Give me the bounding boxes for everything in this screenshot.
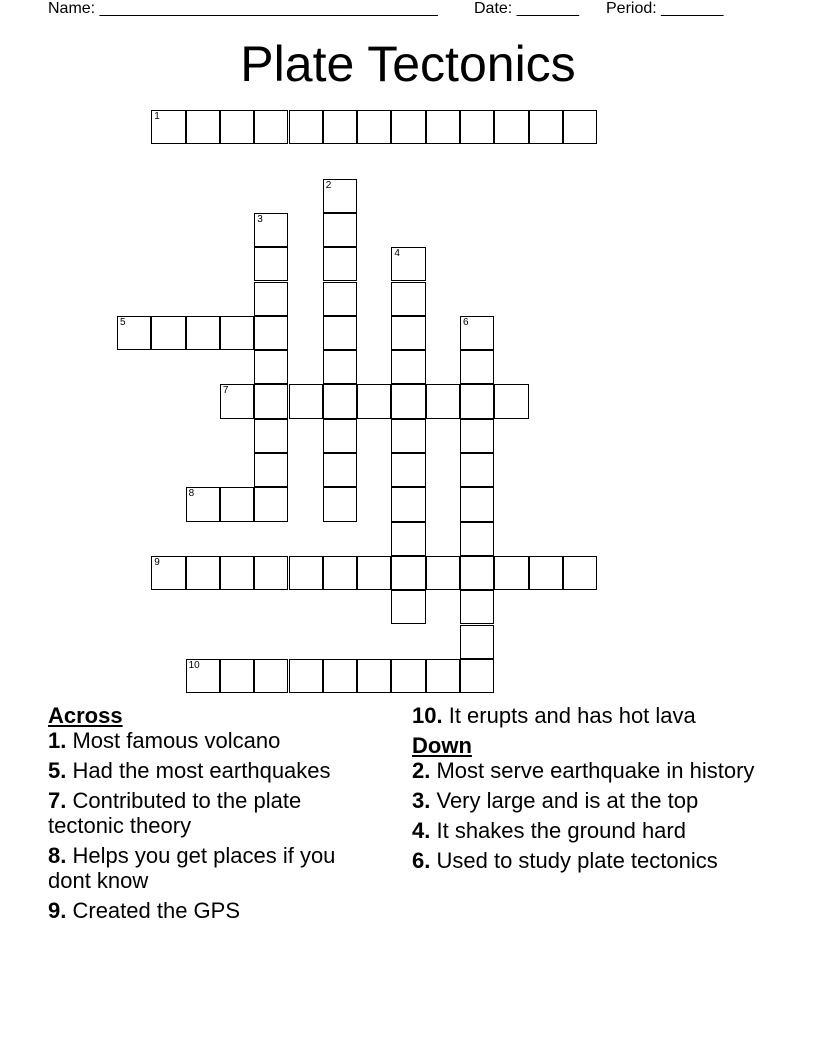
grid-cell[interactable]	[323, 487, 357, 521]
cell-number: 5	[120, 316, 126, 328]
clues-column-left	[48, 703, 368, 928]
header-line	[48, 0, 788, 20]
cell-number: 8	[188, 488, 195, 500]
grid-cell[interactable]	[391, 590, 425, 624]
grid-cell[interactable]	[494, 110, 528, 144]
grid-cell[interactable]	[186, 556, 220, 590]
grid-cell[interactable]	[391, 350, 425, 384]
grid-cell[interactable]	[289, 556, 323, 590]
grid-cell[interactable]	[323, 350, 357, 384]
grid-cell[interactable]	[529, 556, 563, 590]
grid-cell[interactable]	[460, 556, 494, 590]
grid-cell[interactable]	[391, 453, 425, 487]
grid-cell[interactable]	[186, 659, 220, 693]
grid-cell[interactable]	[460, 625, 494, 659]
grid-cell[interactable]	[220, 316, 254, 350]
grid-cell[interactable]	[460, 453, 494, 487]
grid-cell[interactable]	[460, 419, 494, 453]
grid-cell[interactable]	[391, 487, 425, 521]
grid-cell[interactable]	[391, 110, 425, 144]
grid-cell[interactable]	[254, 247, 288, 281]
period-field-label[interactable]: Period: _______	[606, 0, 724, 17]
grid-cell[interactable]	[460, 659, 494, 693]
grid-cell[interactable]	[323, 247, 357, 281]
grid-cell[interactable]	[391, 556, 425, 590]
grid-cell[interactable]	[494, 556, 528, 590]
grid-cell[interactable]	[391, 419, 425, 453]
across-clue-1: 1. Most famous volcano	[48, 728, 281, 753]
down-clue-2: 2. Most serve earthquake in history	[412, 758, 755, 783]
grid-cell[interactable]	[494, 384, 528, 418]
across-clue-7: 7. Contributed to the plate tectonic theory	[48, 788, 302, 838]
down-heading: Down	[412, 733, 472, 758]
grid-cell[interactable]	[563, 110, 597, 144]
down-clue-3: 3. Very large and is at the top	[412, 788, 699, 813]
grid-cell[interactable]	[426, 659, 460, 693]
grid-cell[interactable]	[426, 110, 460, 144]
across-clue-10: 10. It erupts and has hot lava	[412, 703, 696, 728]
grid-cell[interactable]	[391, 247, 425, 281]
grid-cell[interactable]	[460, 522, 494, 556]
grid-cell[interactable]	[220, 487, 254, 521]
grid-cell[interactable]	[529, 110, 563, 144]
grid-cell[interactable]	[186, 487, 220, 521]
grid-cell[interactable]	[254, 110, 288, 144]
grid-cell[interactable]	[117, 316, 151, 350]
down-clue-4: 4. It shakes the ground hard	[412, 818, 686, 843]
grid-cell[interactable]	[151, 556, 185, 590]
grid-cell[interactable]	[460, 384, 494, 418]
cell-number: 4	[394, 248, 400, 260]
across-clue-8: 8. Helps you get places if you dont know	[48, 843, 336, 893]
grid-cell[interactable]	[323, 213, 357, 247]
clues-column-right	[412, 703, 772, 878]
cell-number: 9	[154, 556, 160, 568]
grid-cell[interactable]	[323, 556, 357, 590]
grid-cell[interactable]	[460, 590, 494, 624]
date-field-label[interactable]: Date: _______	[474, 0, 579, 17]
grid-cell[interactable]	[323, 110, 357, 144]
grid-cell[interactable]	[460, 350, 494, 384]
grid-cell[interactable]	[460, 316, 494, 350]
grid-cell[interactable]	[391, 522, 425, 556]
grid-cell[interactable]	[254, 350, 288, 384]
grid-cell[interactable]	[254, 419, 288, 453]
grid-cell[interactable]	[220, 556, 254, 590]
grid-cell[interactable]	[220, 384, 254, 418]
grid-cell[interactable]	[357, 556, 391, 590]
grid-cell[interactable]	[254, 282, 288, 316]
cell-number: 3	[257, 213, 263, 225]
grid-cell[interactable]	[563, 556, 597, 590]
grid-cell[interactable]	[323, 179, 357, 213]
grid-cell[interactable]	[186, 316, 220, 350]
grid-cell[interactable]	[151, 316, 185, 350]
grid-cell[interactable]	[391, 384, 425, 418]
grid-cell[interactable]	[357, 659, 391, 693]
page-title: Plate Tectonics	[240, 36, 576, 92]
across-clue-9: 9. Created the GPS	[48, 898, 241, 923]
grid-cell[interactable]	[391, 316, 425, 350]
grid-cell[interactable]	[391, 282, 425, 316]
grid-cell[interactable]	[254, 316, 288, 350]
grid-cell[interactable]	[220, 110, 254, 144]
cell-number: 2	[325, 179, 332, 191]
across-clue-5: 5. Had the most earthquakes	[48, 758, 331, 783]
grid-cell[interactable]	[323, 282, 357, 316]
grid-cell[interactable]	[254, 556, 288, 590]
grid-cell[interactable]	[357, 110, 391, 144]
grid-cell[interactable]	[289, 659, 323, 693]
grid-cell[interactable]	[254, 487, 288, 521]
grid-cell[interactable]	[186, 110, 220, 144]
grid-cell[interactable]	[254, 213, 288, 247]
cell-number: 10	[188, 659, 200, 671]
grid-cell[interactable]	[357, 384, 391, 418]
name-field-label[interactable]: Name: ______________________________________	[48, 0, 438, 17]
cell-number: 1	[154, 111, 160, 122]
grid-cell[interactable]	[254, 384, 288, 418]
grid-cell[interactable]	[254, 453, 288, 487]
grid-cell[interactable]	[323, 453, 357, 487]
across-heading: Across	[48, 703, 123, 728]
grid-cell[interactable]	[289, 384, 323, 418]
grid-cell[interactable]	[426, 556, 460, 590]
down-clue-6: 6. Used to study plate tectonics	[412, 848, 718, 873]
grid-cell[interactable]	[391, 659, 425, 693]
grid-cell[interactable]	[254, 659, 288, 693]
grid-cell[interactable]	[323, 419, 357, 453]
cell-number: 7	[222, 385, 229, 397]
grid-cell[interactable]	[323, 384, 357, 418]
grid-cell[interactable]	[220, 659, 254, 693]
grid-cell[interactable]	[323, 659, 357, 693]
grid-cell[interactable]	[426, 384, 460, 418]
grid-cell[interactable]	[460, 110, 494, 144]
grid-cell[interactable]	[151, 110, 185, 144]
grid-cell[interactable]	[323, 316, 357, 350]
grid-cell[interactable]	[460, 487, 494, 521]
cell-number: 6	[463, 316, 469, 328]
grid-cell[interactable]	[289, 110, 323, 144]
